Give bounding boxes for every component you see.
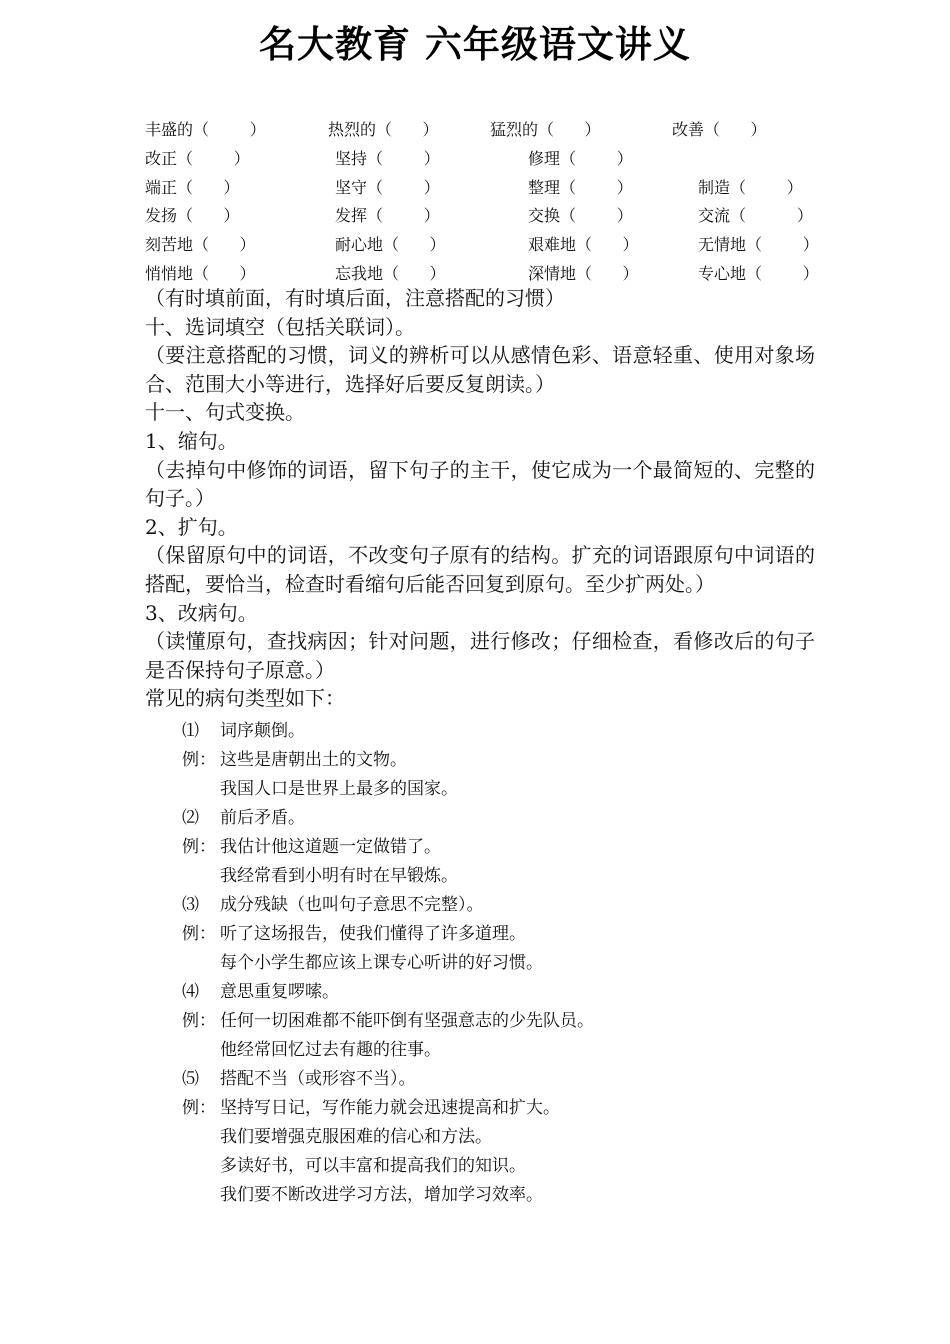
grid-cell: 深情地（ ） — [528, 263, 639, 283]
item-text: 坚持写日记，写作能力就会迅速提高和扩大。 — [220, 1098, 560, 1118]
item-number: ⑵ — [182, 808, 199, 828]
item-text: 听了这场报告，使我们懂得了许多道理。 — [220, 924, 526, 944]
list-item — [182, 1181, 802, 1210]
grid-cell: 整理（ ） — [528, 177, 633, 197]
list-item — [182, 891, 802, 920]
list-item — [182, 1036, 802, 1065]
grid-cell: 猛烈的（ ） — [490, 120, 601, 139]
item-text: 每个小学生都应该上课专心听讲的好习惯。 — [220, 953, 543, 973]
example-label: 例： — [182, 837, 216, 857]
grid-cell: 制造（ ） — [698, 177, 803, 197]
list-item — [182, 978, 802, 1007]
grid-cell: 丰盛的（ ） — [145, 120, 266, 139]
grid-cell: 修理（ ） — [528, 148, 633, 168]
note-paragraph: （读懂原句，查找病因；针对问题，进行修改；仔细检查，看修改后的句子是否保持句子原意。） — [145, 629, 815, 682]
item-text: 前后矛盾。 — [220, 808, 305, 828]
grid-cell: 艰难地（ ） — [528, 235, 639, 255]
grid-cell: 改善（ ） — [672, 120, 767, 139]
item-text: 搭配不当（或形容不当）。 — [220, 1069, 416, 1089]
note-paragraph: （去掉句中修饰的词语，留下句子的主干，使它成为一个最简短的、完整的句子。） — [145, 457, 815, 511]
grid-cell: 端正（ ） — [145, 177, 240, 197]
item-number: ⑴ — [182, 721, 199, 741]
subsection-heading: 2、扩句。 — [145, 514, 238, 539]
grid-cell: 发挥（ ） — [335, 206, 440, 226]
list-item — [182, 717, 802, 746]
page-title: 名大教育 六年级语文讲义 — [259, 23, 691, 66]
grid-cell: 交流（ ） — [698, 206, 813, 226]
item-number: ⑶ — [182, 895, 199, 915]
list-item — [182, 746, 802, 775]
item-text: 任何一切困难都不能吓倒有坚强意志的少先队员。 — [220, 1011, 594, 1031]
grid-cell: 刻苦地（ ） — [145, 235, 256, 255]
grid-cell: 改正（ ） — [145, 148, 250, 168]
subsection-heading: 1、缩句。 — [145, 428, 238, 453]
example-label: 例： — [182, 924, 216, 944]
section-heading: 十、选词填空（包括关联词）。 — [145, 314, 415, 339]
example-label: 例： — [182, 750, 216, 770]
list-item — [182, 1065, 802, 1094]
item-text: 词序颠倒。 — [220, 721, 305, 741]
item-text: 我们要不断改进学习方法，增加学习效率。 — [220, 1185, 543, 1205]
item-number: ⑸ — [182, 1069, 199, 1089]
list-item — [182, 775, 802, 804]
error-type-list — [182, 717, 802, 1210]
item-text: 我国人口是世界上最多的国家。 — [220, 779, 458, 799]
grid-cell: 耐心地（ ） — [335, 235, 446, 255]
grid-cell: 无情地（ ） — [698, 235, 819, 255]
grid-cell: 专心地（ ） — [698, 263, 819, 283]
grid-cell: 悄悄地（ ） — [145, 263, 256, 283]
grid-cell: 交换（ ） — [528, 206, 633, 226]
grid-cell: 热烈的（ ） — [328, 120, 439, 139]
list-item — [182, 862, 802, 891]
item-text: 我们要增强克服困难的信心和方法。 — [220, 1127, 492, 1147]
note-paragraph: （保留原句中的词语，不改变句子原有的结构。扩充的词语跟原句中词语的搭配，要恰当，检查时看缩句后能否回复到原句。至少扩两处。） — [145, 543, 815, 596]
list-item — [182, 920, 802, 949]
list-item — [182, 1123, 802, 1152]
list-item — [182, 1007, 802, 1036]
grid-cell: 坚持（ ） — [335, 148, 440, 168]
section-heading: 十一、句式变换。 — [145, 400, 305, 425]
grid-cell: 发扬（ ） — [145, 206, 240, 226]
example-label: 例： — [182, 1011, 216, 1031]
list-item — [182, 1152, 802, 1181]
grid-cell: 坚守（ ） — [335, 177, 440, 197]
item-text: 多读好书，可以丰富和提高我们的知识。 — [220, 1156, 526, 1176]
note-paragraph: （要注意搭配的习惯，词义的辨析可以从感情色彩、语意轻重、使用对象场合、范围大小等进行，选择好后要反复朗读。） — [145, 343, 815, 396]
note-paragraph: （有时填前面，有时填后面，注意搭配的习惯） — [145, 286, 565, 310]
example-label: 例： — [182, 1098, 216, 1118]
subsection-heading: 3、改病句。 — [145, 600, 258, 625]
list-item — [182, 833, 802, 862]
list-item — [182, 949, 802, 978]
grid-cell: 忘我地（ ） — [335, 263, 446, 283]
item-text: 他经常回忆过去有趣的往事。 — [220, 1040, 441, 1060]
lecture-body — [145, 284, 815, 713]
item-text: 意思重复啰嗦。 — [220, 982, 339, 1002]
list-item — [182, 1094, 802, 1123]
item-text: 我经常看到小明有时在早锻炼。 — [220, 866, 458, 886]
list-item — [182, 804, 802, 833]
item-number: ⑷ — [182, 982, 199, 1002]
item-text: 成分残缺（也叫句子意思不完整）。 — [220, 895, 484, 915]
item-text: 我估计他这道题一定做错了。 — [220, 837, 441, 857]
intro-line: 常见的病句类型如下： — [145, 686, 345, 711]
item-text: 这些是唐朝出土的文物。 — [220, 750, 407, 770]
